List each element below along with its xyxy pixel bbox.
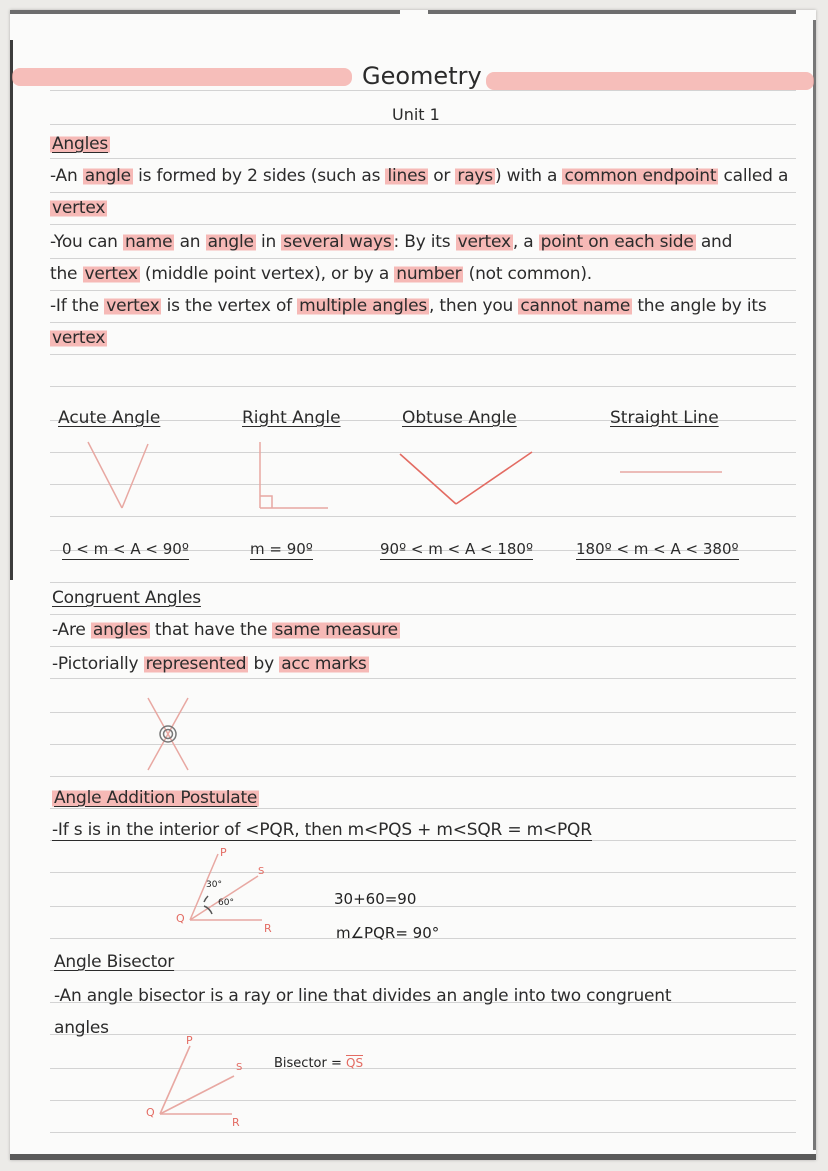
angles-heading-text: Angles [52,134,109,154]
notebook-page [10,10,816,1160]
bisector-line-2: angles [54,1018,109,1038]
point-q-label: Q [176,912,185,925]
point-p-label: P [220,846,227,859]
angles-line-4: the vertex (middle point vertex), or by a number (not common). [50,264,592,284]
obtuse-angle-heading: Obtuse Angle [402,408,517,428]
bisector-point-r-label: R [232,1116,240,1129]
bisector-point-p-label: P [186,1034,193,1047]
bisector-equation [274,1056,363,1071]
bisector-equation-label: Bisector = [274,1056,347,1071]
angles-heading [50,134,110,154]
bisector-point-s-label: S [236,1062,243,1073]
page-right-edge [813,20,816,1150]
point-s-label: S [258,866,265,877]
right-angle-range: m = 90º [250,540,313,558]
congruent-angles-drawing [140,694,200,774]
bisector-point-q-label: Q [146,1106,155,1119]
bisector-equation-value: QS [346,1056,364,1070]
acute-angle-drawing [88,442,148,508]
postulate-calc-1: 30+60=90 [334,890,417,908]
straight-line-range: 180º < m < A < 380º [576,540,739,558]
acute-angle-heading: Acute Angle [58,408,161,428]
congruent-heading: Congruent Angles [52,588,201,608]
page-top-edge-right [428,10,796,14]
angle-bisector-drawing [144,1036,254,1126]
page-bottom-edge [10,1154,816,1160]
angle-types-diagrams [70,436,770,516]
postulate-heading: Angle Addition Postulate [54,788,258,808]
right-angle-heading: Right Angle [242,408,341,428]
page-subtitle: Unit 1 [392,105,440,124]
acute-angle-range: 0 < m < A < 90º [62,540,189,558]
obtuse-angle-drawing [400,452,532,504]
title-highlight-right [486,72,814,90]
angles-line-1: -An angle is formed by 2 sides (such as lines or rays ) with a common endpoint called a [50,166,789,186]
bisector-heading: Angle Bisector [54,952,175,972]
congruent-line-2: -Pictorially represented by acc marks [52,654,367,674]
angle-30-label: 30° [206,880,222,890]
postulate-calc-2: m∠PQR= 90° [336,924,440,942]
page-title: Geometry [362,62,482,90]
bisector-line-1: -An angle bisector is a ray or line that divides an angle into two congruent [54,986,672,1006]
angles-line-6: vertex [52,328,106,348]
page-top-edge [10,10,400,14]
right-angle-drawing [260,442,328,508]
angles-line-3: -You can name an angle in several ways : By its vertex , a point on each side and [50,232,733,252]
postulate-statement: -If s is in the interior of <PQR, then m<PQS + m<SQR = m<PQR [52,820,592,840]
angle-60-label: 60° [218,898,234,908]
angles-line-5: -If the vertex is the vertex of multiple angles , then you cannot name the angle by its [50,296,767,316]
angles-line-2: vertex [52,198,106,218]
page-left-edge [10,40,13,580]
title-highlight-left [12,68,352,86]
obtuse-angle-range: 90º < m < A < 180º [380,540,534,558]
congruent-line-1: -Are angles that have the same measure [52,620,398,640]
straight-line-heading: Straight Line [610,408,719,428]
point-r-label: R [264,922,272,935]
